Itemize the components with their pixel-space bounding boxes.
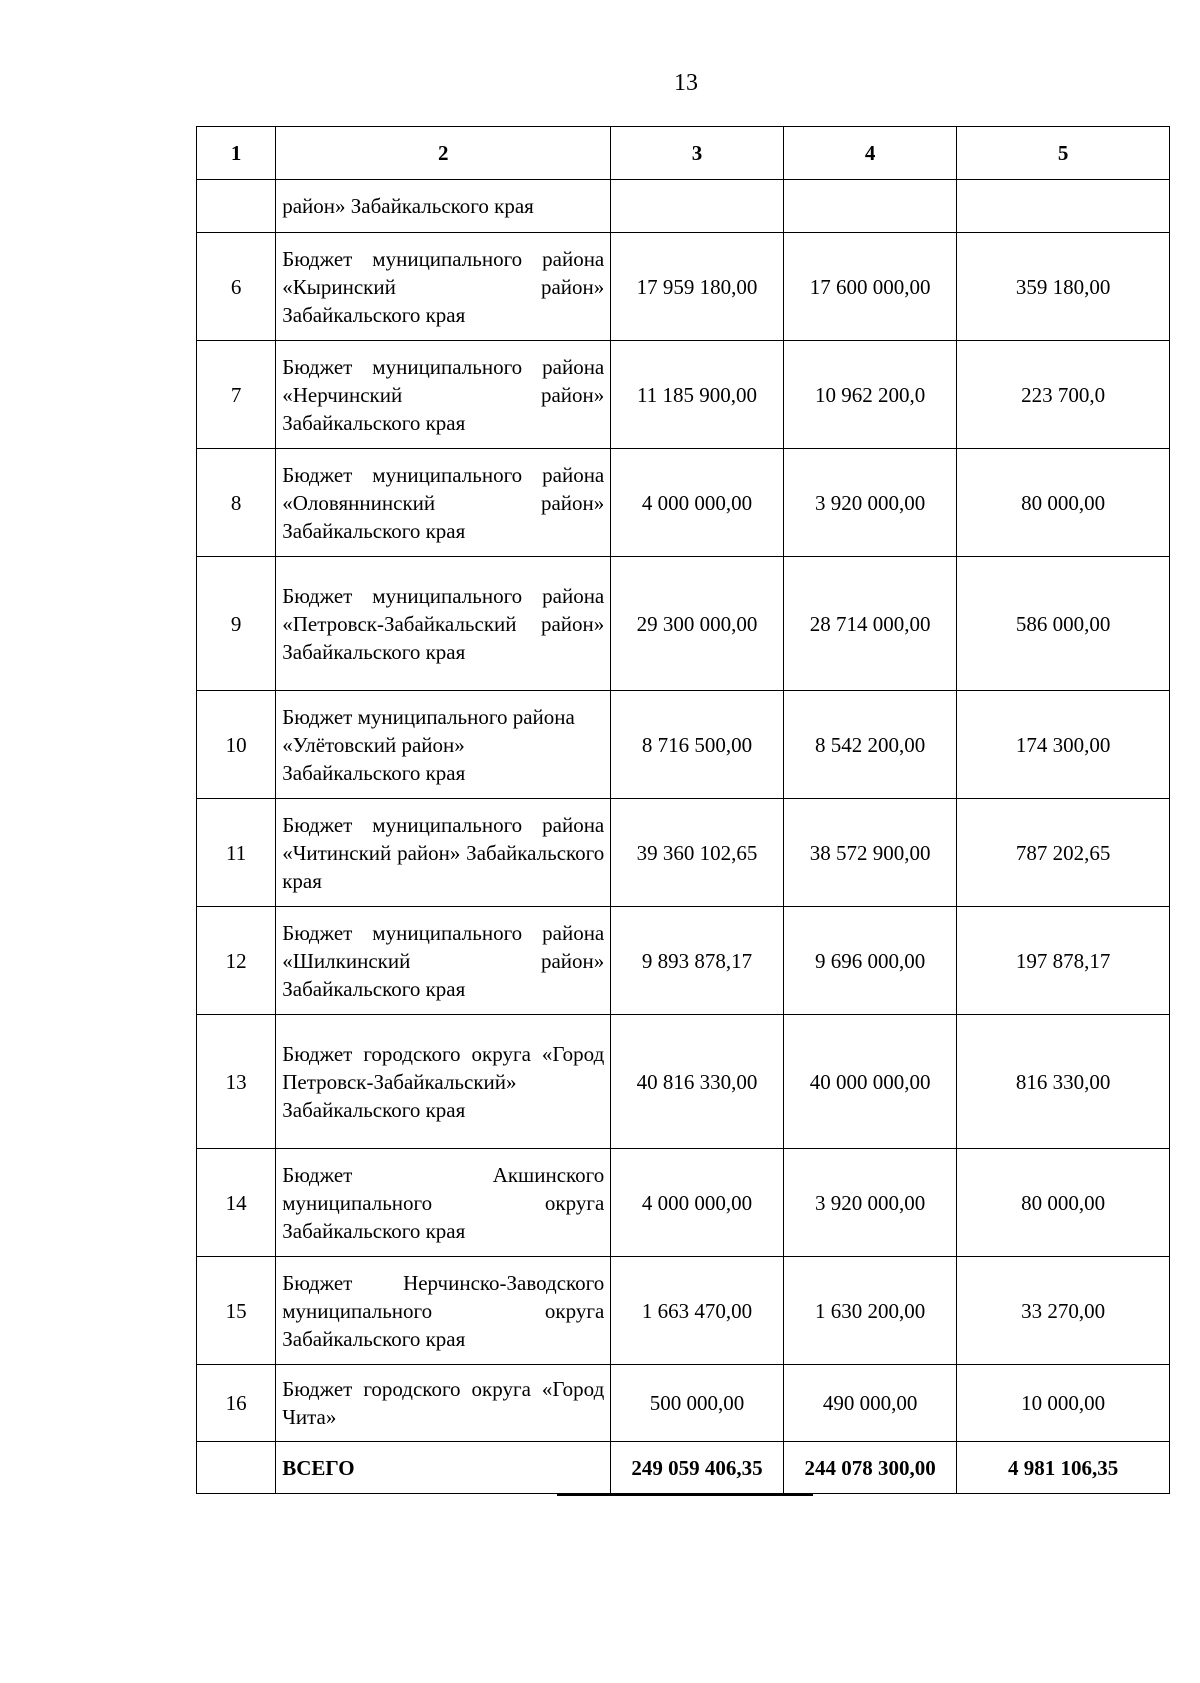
row-number: 10 bbox=[197, 691, 276, 799]
amount-col4: 40 000 000,00 bbox=[783, 1015, 957, 1149]
amount-total bbox=[611, 180, 784, 233]
amount-total: 40 816 330,00 bbox=[611, 1015, 784, 1149]
row-number: 6 bbox=[197, 233, 276, 341]
budget-name: Бюджет муниципального района «Оловяннинский район» Забайкальского края bbox=[276, 449, 611, 557]
amount-col4: 10 962 200,0 bbox=[783, 341, 957, 449]
amount-total: 4 000 000,00 bbox=[611, 449, 784, 557]
budget-name: район» Забайкальского края bbox=[276, 180, 611, 233]
table-row bbox=[197, 691, 1170, 799]
amount-col4: 490 000,00 bbox=[783, 1365, 957, 1442]
header-cell: 4 bbox=[783, 127, 957, 180]
amount-col5: 359 180,00 bbox=[957, 233, 1170, 341]
page-number: 13 bbox=[674, 70, 698, 96]
amount-total: 9 893 878,17 bbox=[611, 907, 784, 1015]
total-label: ВСЕГО bbox=[276, 1442, 611, 1494]
header-cell: 1 bbox=[197, 127, 276, 180]
header-cell: 3 bbox=[611, 127, 784, 180]
row-number: 11 bbox=[197, 799, 276, 907]
amount-total: 29 300 000,00 bbox=[611, 557, 784, 691]
amount-total: 17 959 180,00 bbox=[611, 233, 784, 341]
total-number-cell bbox=[197, 1442, 276, 1494]
amount-total: 8 716 500,00 bbox=[611, 691, 784, 799]
row-number: 7 bbox=[197, 341, 276, 449]
amount-col4: 9 696 000,00 bbox=[783, 907, 957, 1015]
amount-col4: 3 920 000,00 bbox=[783, 449, 957, 557]
total-row bbox=[197, 1442, 1170, 1494]
amount-col4: 28 714 000,00 bbox=[783, 557, 957, 691]
table-row bbox=[197, 341, 1170, 449]
total-amount: 249 059 406,35 bbox=[611, 1442, 784, 1494]
amount-col5 bbox=[957, 180, 1170, 233]
table-row bbox=[197, 557, 1170, 691]
row-number: 15 bbox=[197, 1257, 276, 1365]
budget-name: Бюджет Акшинского муниципального округа Забайкальского края bbox=[276, 1149, 611, 1257]
amount-col5: 223 700,0 bbox=[957, 341, 1170, 449]
table-row bbox=[197, 180, 1170, 233]
amount-total: 1 663 470,00 bbox=[611, 1257, 784, 1365]
amount-col5: 174 300,00 bbox=[957, 691, 1170, 799]
amount-total: 500 000,00 bbox=[611, 1365, 784, 1442]
amount-total: 4 000 000,00 bbox=[611, 1149, 784, 1257]
amount-col5: 787 202,65 bbox=[957, 799, 1170, 907]
row-number: 13 bbox=[197, 1015, 276, 1149]
budget-name: Бюджет Нерчинско-Заводского муниципального округа Забайкальского края bbox=[276, 1257, 611, 1365]
row-number: 16 bbox=[197, 1365, 276, 1442]
table-row bbox=[197, 1015, 1170, 1149]
amount-col5: 586 000,00 bbox=[957, 557, 1170, 691]
amount-col5: 197 878,17 bbox=[957, 907, 1170, 1015]
header-cell: 5 bbox=[957, 127, 1170, 180]
total-col5: 4 981 106,35 bbox=[957, 1442, 1170, 1494]
table-header-row bbox=[197, 127, 1170, 180]
budget-name: Бюджет муниципального района «Нерчинский район» Забайкальского края bbox=[276, 341, 611, 449]
table-row bbox=[197, 1149, 1170, 1257]
amount-col4: 3 920 000,00 bbox=[783, 1149, 957, 1257]
header-cell: 2 bbox=[276, 127, 611, 180]
budget-name: Бюджет городского округа «Город Петровск-Забайкальский» Забайкальского края bbox=[276, 1015, 611, 1149]
table-row bbox=[197, 907, 1170, 1015]
amount-col5: 33 270,00 bbox=[957, 1257, 1170, 1365]
budget-name: Бюджет муниципального района «Читинский район» Забайкальского края bbox=[276, 799, 611, 907]
table-row bbox=[197, 449, 1170, 557]
budget-name: Бюджет муниципального района «Улётовский район» Забайкальского края bbox=[276, 691, 611, 799]
amount-col5: 80 000,00 bbox=[957, 1149, 1170, 1257]
row-number: 12 bbox=[197, 907, 276, 1015]
budget-table bbox=[196, 126, 1170, 1494]
budget-name: Бюджет муниципального района «Шилкинский район» Забайкальского края bbox=[276, 907, 611, 1015]
closing-rule bbox=[557, 1494, 813, 1496]
amount-col5: 10 000,00 bbox=[957, 1365, 1170, 1442]
row-number: 8 bbox=[197, 449, 276, 557]
amount-col4: 38 572 900,00 bbox=[783, 799, 957, 907]
table-row bbox=[197, 1257, 1170, 1365]
amount-col4: 17 600 000,00 bbox=[783, 233, 957, 341]
budget-name: Бюджет городского округа «Город Чита» bbox=[276, 1365, 611, 1442]
table-row bbox=[197, 799, 1170, 907]
amount-col5: 80 000,00 bbox=[957, 449, 1170, 557]
total-col4: 244 078 300,00 bbox=[783, 1442, 957, 1494]
row-number: 14 bbox=[197, 1149, 276, 1257]
amount-col4: 1 630 200,00 bbox=[783, 1257, 957, 1365]
amount-total: 39 360 102,65 bbox=[611, 799, 784, 907]
budget-name: Бюджет муниципального района «Петровск-Забайкальский район» Забайкальского края bbox=[276, 557, 611, 691]
amount-col4: 8 542 200,00 bbox=[783, 691, 957, 799]
table-row bbox=[197, 1365, 1170, 1442]
row-number: 9 bbox=[197, 557, 276, 691]
amount-col4 bbox=[783, 180, 957, 233]
amount-col5: 816 330,00 bbox=[957, 1015, 1170, 1149]
table-row bbox=[197, 233, 1170, 341]
amount-total: 11 185 900,00 bbox=[611, 341, 784, 449]
row-number bbox=[197, 180, 276, 233]
budget-name: Бюджет муниципального района «Кыринский район» Забайкальского края bbox=[276, 233, 611, 341]
